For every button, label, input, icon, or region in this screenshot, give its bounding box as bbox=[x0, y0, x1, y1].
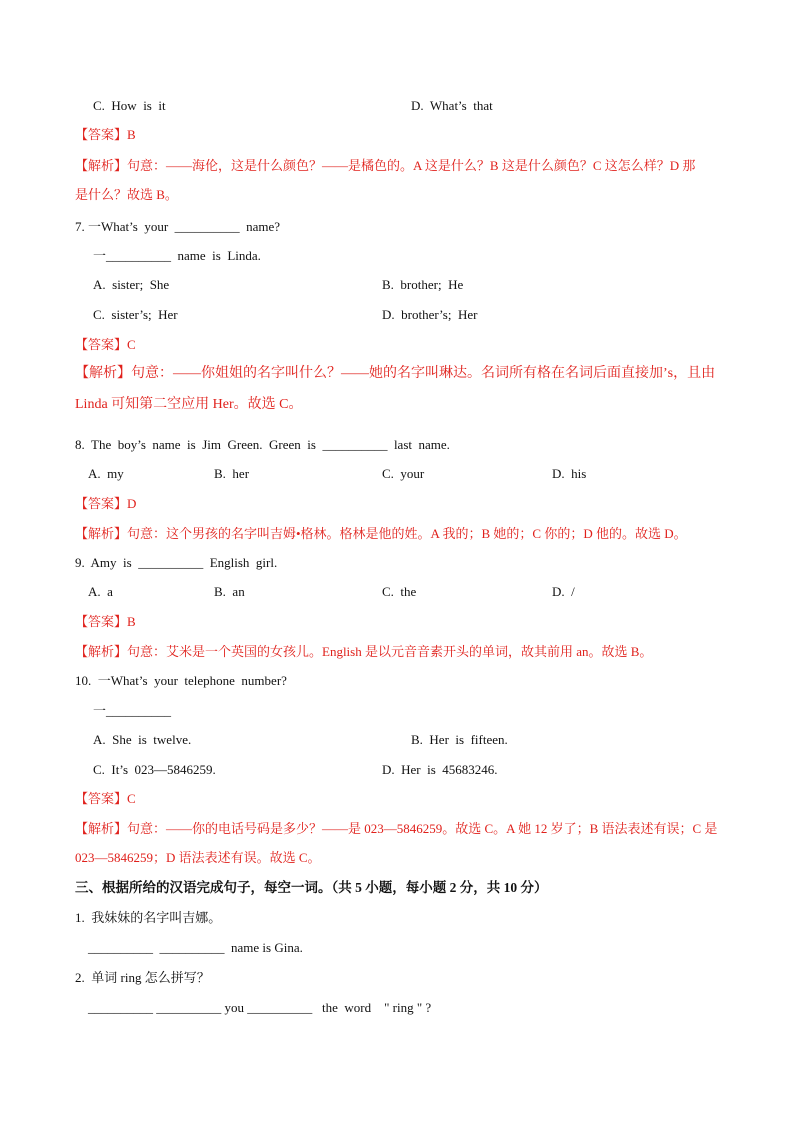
q7-option-a: A. sister; She bbox=[93, 277, 170, 292]
q8-option-a: A. my bbox=[88, 466, 124, 481]
q8-analysis: 【解析】句意：这个男孩的名字叫吉姆•格林。格林是他的姓。A 我的；B 她的；C 你的；D 他的。故选 D。 bbox=[75, 526, 687, 541]
s2-prompt: 2. 单词 ring 怎么拼写？ bbox=[75, 970, 210, 985]
q9-analysis: 【解析】句意：艾米是一个英国的女孩儿。English 是以元音音素开头的单词，故其前用 an。故选 B。 bbox=[75, 644, 653, 659]
q6-analysis-line1: 【解析】句意：——海伦，这是什么颜色？——是橘色的。A 这是什么？B 这是什么颜色？C 这怎么样？D 那 bbox=[75, 158, 696, 173]
q10-option-a: A. She is twelve. bbox=[93, 732, 192, 747]
q9-option-d: D. / bbox=[552, 584, 575, 599]
q10-option-c: C. It’s 023—5846259. bbox=[93, 762, 216, 777]
q10-option-d: D. Her is 45683246. bbox=[382, 762, 498, 777]
q6-option-c: C. How is it bbox=[93, 98, 166, 113]
q9-stem: 9. Amy is __________ English girl. bbox=[75, 555, 278, 570]
s1-prompt: 1. 我妹妹的名字叫吉娜。 bbox=[75, 910, 222, 925]
s1-blanks: __________ __________ name is Gina. bbox=[88, 940, 303, 955]
q7-analysis-line1: 【解析】句意：——你姐姐的名字叫什么？——她的名字叫琳达。名词所有格在名词后面直接加’s，且由 bbox=[75, 366, 716, 381]
q10-stem: 10. 一What’s your telephone number? bbox=[75, 673, 287, 688]
q8-option-b: B. her bbox=[214, 466, 250, 481]
q10-answer: 【答案】C bbox=[75, 791, 136, 806]
s2-blanks: __________ __________ you __________ the word " ring " ? bbox=[88, 1000, 432, 1015]
q8-answer: 【答案】D bbox=[75, 496, 137, 511]
q7-option-d: D. brother’s; Her bbox=[382, 307, 478, 322]
q6-option-d: D. What’s that bbox=[411, 98, 493, 113]
q7-answer: 【答案】C bbox=[75, 337, 136, 352]
section3-heading: 三、根据所给的汉语完成句子，每空一词。（共 5 小题，每小题 2 分，共 10 分） bbox=[75, 880, 548, 895]
q7-option-c: C. sister’s; Her bbox=[93, 307, 178, 322]
q10-option-b: B. Her is fifteen. bbox=[411, 732, 508, 747]
q8-option-d: D. his bbox=[552, 466, 587, 481]
q7-stem: 7. 一What’s your __________ name? bbox=[75, 219, 281, 234]
q10-stem-reply: 一__________ bbox=[93, 703, 172, 718]
q10-analysis-line1: 【解析】句意：——你的电话号码是多少？——是 023—5846259。故选 C。A 她 12 岁了；B 语法表述有误；C 是 bbox=[75, 821, 718, 836]
q7-stem-reply: 一__________ name is Linda. bbox=[93, 248, 261, 263]
q8-stem: 8. The boy’s name is Jim Green. Green is __________ last name. bbox=[75, 437, 450, 452]
q9-option-c: C. the bbox=[382, 584, 417, 599]
q6-answer: 【答案】B bbox=[75, 127, 136, 142]
q7-option-b: B. brother; He bbox=[382, 277, 464, 292]
q9-option-b: B. an bbox=[214, 584, 245, 599]
q6-analysis-line2: 是什么？故选 B。 bbox=[75, 187, 178, 202]
q8-option-c: C. your bbox=[382, 466, 425, 481]
q9-answer: 【答案】B bbox=[75, 614, 136, 629]
q7-analysis-line2: Linda 可知第二空应用 Her。故选 C。 bbox=[75, 397, 303, 412]
q9-option-a: A. a bbox=[88, 584, 113, 599]
q10-analysis-line2: 023—5846259；D 语法表述有误。故选 C。 bbox=[75, 850, 321, 865]
